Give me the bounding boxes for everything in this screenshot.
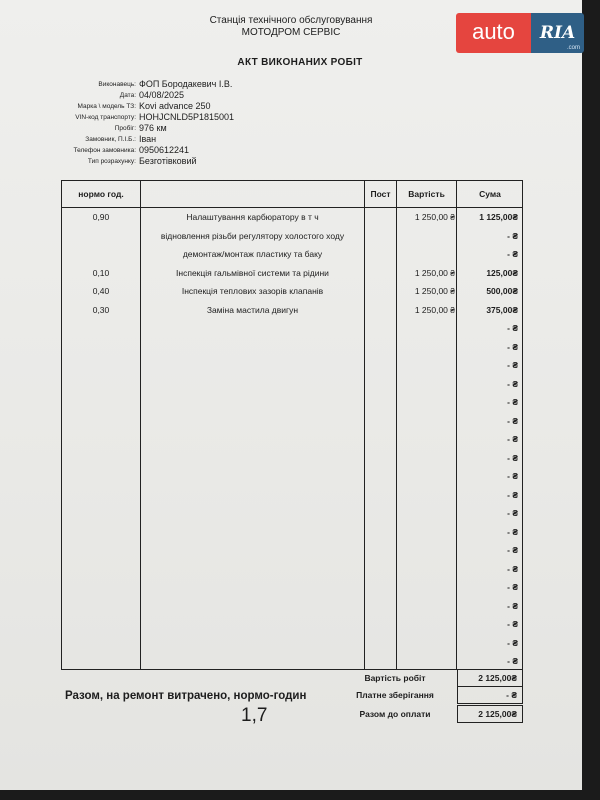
table-row: [62, 375, 522, 394]
cell-norm-hours: 0,40: [92, 286, 110, 296]
info-value: 04/08/2025: [139, 90, 185, 100]
total-works-row: [61, 669, 523, 687]
info-row: [0, 156, 300, 167]
cell-sum: 375,00₴: [486, 304, 518, 315]
cell-sum: - ₴: [507, 563, 518, 574]
table-row: [62, 393, 522, 412]
table-row: [62, 412, 522, 431]
table-row: [62, 504, 522, 523]
summary-label: Разом, на ремонт витрачено, нормо-годин: [65, 690, 307, 702]
info-label: Марка \ модель ТЗ:: [77, 103, 136, 110]
works-table: [61, 180, 523, 670]
total-value: 2 125,00₴: [457, 669, 523, 687]
header-post: Пост: [370, 189, 391, 199]
auto-ria-logo: [456, 13, 584, 53]
info-label: Телефон замовника:: [73, 147, 136, 154]
cell-sum: - ₴: [507, 249, 518, 259]
header-price: Вартість: [408, 189, 445, 199]
cell-sum: 500,00₴: [486, 286, 518, 296]
table-row: [62, 430, 522, 449]
info-row: [0, 101, 300, 112]
cell-sum: - ₴: [507, 360, 518, 370]
cell-price: 1 250,00 ₴: [414, 267, 455, 278]
table-row: [62, 245, 522, 264]
cell-sum: 1 125,00₴: [479, 212, 518, 222]
table-row: [62, 486, 522, 505]
info-label: Виконавець:: [98, 81, 136, 88]
total-label: Разом до оплати: [359, 709, 431, 719]
info-label: Дата:: [119, 92, 136, 99]
total-label: Вартість робіт: [364, 673, 426, 683]
table-row: [62, 560, 522, 579]
cell-sum: - ₴: [507, 341, 518, 352]
table-row: [62, 578, 522, 597]
info-value: ФОП Бородакевич І.В.: [139, 79, 233, 89]
info-row: [0, 79, 300, 90]
header-norm-hours: нормо год.: [78, 189, 124, 199]
header-sum: Сума: [479, 189, 501, 199]
info-row: [0, 90, 300, 101]
cell-sum: - ₴: [507, 415, 518, 426]
table-row: [62, 282, 522, 301]
cell-price: 1 250,00 ₴: [414, 212, 455, 222]
table-row: [62, 597, 522, 616]
cell-sum: - ₴: [507, 619, 518, 629]
cell-norm-hours: 0,30: [92, 304, 110, 315]
total-value: 2 125,00₴: [457, 705, 523, 723]
cell-sum: - ₴: [507, 582, 518, 592]
info-value: 976 км: [139, 123, 167, 133]
logo-ria: [531, 13, 584, 53]
table-row: [62, 615, 522, 634]
station-type: Станція технічного обслуговування: [209, 15, 373, 26]
company-name: МОТОДРОМ СЕРВІС: [241, 27, 341, 38]
cell-work: Інспекція гальмівної системи та рідини: [176, 267, 329, 278]
cell-sum: - ₴: [507, 545, 518, 555]
cell-sum: - ₴: [507, 656, 518, 666]
cell-norm-hours: 0,10: [92, 267, 110, 278]
cell-sum: - ₴: [507, 323, 518, 333]
cell-sum: - ₴: [507, 600, 518, 611]
info-label: VIN-код транспорту:: [75, 114, 136, 121]
info-value: 0950612241: [139, 145, 190, 155]
table-row: [62, 227, 522, 246]
info-label: Тип розрахунку:: [87, 158, 136, 165]
cell-sum: - ₴: [507, 230, 518, 241]
logo-ria-text: RIA: [539, 23, 576, 43]
cell-work: Налаштування карбюратору в т ч: [186, 212, 319, 222]
cell-norm-hours: 0,90: [92, 212, 110, 222]
info-row: [0, 145, 300, 156]
total-value: - ₴: [457, 686, 523, 704]
header-work: [141, 181, 364, 207]
table-row: [62, 523, 522, 542]
total-label: Платне зберігання: [356, 690, 434, 700]
table-row: [62, 208, 522, 227]
info-label: Пробіг:: [114, 125, 136, 132]
info-row: [0, 123, 300, 134]
cell-sum: - ₴: [507, 637, 518, 648]
cell-price: 1 250,00 ₴: [414, 304, 455, 315]
document-title: АКТ ВИКОНАНИХ РОБІТ: [237, 57, 363, 68]
table-row: [62, 356, 522, 375]
table-row: [62, 301, 522, 320]
cell-price: 1 250,00 ₴: [414, 286, 455, 296]
cell-sum: - ₴: [507, 378, 518, 389]
cell-sum: - ₴: [507, 397, 518, 407]
summary-hours: 1,7: [241, 705, 268, 726]
table-row: [62, 634, 522, 653]
logo-suffix: .com: [566, 45, 580, 51]
info-value: HOHJCNLD5P1815001: [139, 112, 235, 122]
cell-work: демонтаж/монтаж пластику та баку: [182, 249, 323, 259]
cell-sum: - ₴: [507, 508, 518, 518]
info-value: Kovi advance 250: [139, 101, 211, 111]
info-row: [0, 134, 300, 145]
cell-sum: - ₴: [507, 452, 518, 463]
cell-work: відновлення різьби регулятору холостого ходу: [160, 230, 345, 241]
cell-sum: - ₴: [507, 489, 518, 500]
cell-sum: 125,00₴: [486, 267, 518, 278]
cell-sum: - ₴: [507, 526, 518, 537]
table-row: [62, 449, 522, 468]
info-value: Безготівковий: [139, 156, 197, 166]
table-row: [62, 541, 522, 560]
table-row: [62, 467, 522, 486]
logo-auto: auto: [456, 13, 531, 53]
table-row: [62, 338, 522, 357]
table-row: [62, 264, 522, 283]
info-value: Іван: [139, 134, 157, 144]
info-label: Замовник, П.І.Б.:: [85, 136, 136, 143]
info-block: [0, 79, 300, 167]
cell-sum: - ₴: [507, 471, 518, 481]
grand-total-row: [61, 705, 523, 723]
cell-work: Заміна мастила двигун: [206, 304, 299, 315]
cell-work: Інспекція теплових зазорів клапанів: [181, 286, 324, 296]
info-row: [0, 112, 300, 123]
cell-sum: - ₴: [507, 434, 518, 444]
table-row: [62, 319, 522, 338]
